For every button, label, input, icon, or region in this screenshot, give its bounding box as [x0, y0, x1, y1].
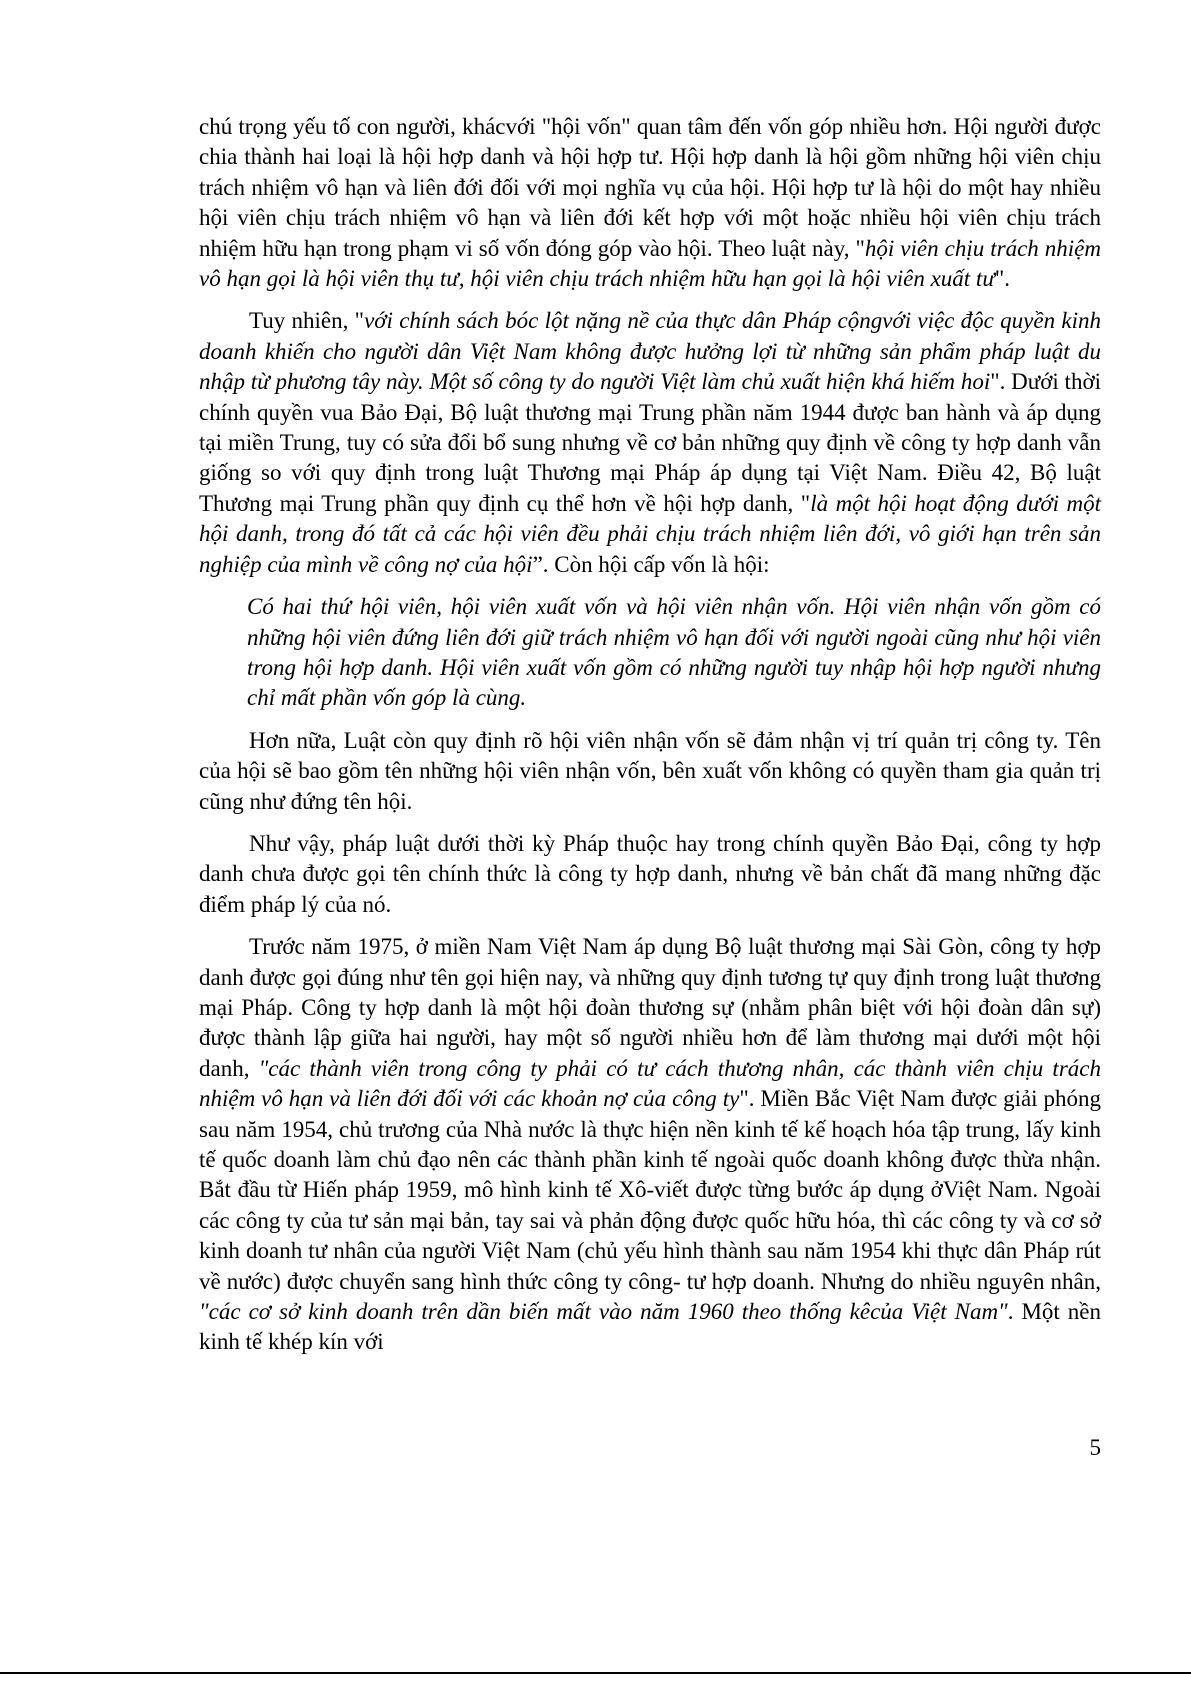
paragraph-4: Như vậy, pháp luật dưới thời kỳ Pháp thuộc hay trong chính quyền Bảo Đại, công ty hợp danh chưa được gọi tên chính thức là công ty hợp danh, nhưng về bản chất đã mang những đặc điểm pháp lý của nó.	[199, 830, 1101, 917]
paragraph-3: Hơn nữa, Luật còn quy định rõ hội viên nhận vốn sẽ đảm nhận vị trí quản trị công ty. Tên của hội sẽ bao gồm tên những hội viên nhận vốn, bên xuất vốn không có quyền tham gia quản trị cũng như đứng tên hội.	[199, 727, 1101, 814]
body-text	[199, 112, 1101, 1370]
block-quote: Có hai thứ hội viên, hội viên xuất vốn và hội viên nhận vốn. Hội viên nhận vốn gồm có những hội viên đứng liên đới giữ trách nhiệm vô hạn đối với người ngoài cũng như hội viên trong hội hợp danh. Hội viên xuất vốn gồm có những người tuy nhập hội hợp người nhưng chỉ mất phần vốn góp là cùng.	[247, 594, 1101, 711]
paragraph-5: Trước năm 1975, ở miền Nam Việt Nam áp dụng Bộ luật thương mại Sài Gòn, công ty hợp danh được gọi đúng như tên gọi hiện nay, và những quy định tương tự quy định trong luật thương mại Pháp. Công ty hợp danh là một hội đoàn thương sự (nhằm phân biệt với hội đoàn dân sự) được thành lập giữa hai người, hay một số người nhiều hơn để làm thương mại dưới một hội danh, "các thành viên trong công ty phải có tư cách thương nhân, các thành viên chịu trách nhiệm vô hạn và liên đới đối với các khoản nợ của công ty". Miền Bắc Việt Nam được giải phóng sau năm 1954, chủ trương của Nhà nước là thực hiện nền kinh tế kế hoạch hóa tập trung, lấy kinh tế quốc doanh làm chủ đạo nên các thành phần kinh tế ngoài quốc doanh không được thừa nhận. Bắt đầu từ Hiến pháp 1959, mô hình kinh tế Xô-viết được từng bước áp dụng ởViệt Nam. Ngoài các công ty của tư sản mại bản, tay sai và phản động được quốc hữu hóa, thì các công ty và cơ sở kinh doanh tư nhân của người Việt Nam (chủ yếu hình thành sau năm 1954 khi thực dân Pháp rút về nước) được chuyển sang hình thức công ty công- tư hợp doanh. Nhưng do nhiều nguyên nhân, "các cơ sở kinh doanh trên dần biến mất vào năm 1960 theo thống kêcủa Việt Nam". Một nền kinh tế khép kín với	[199, 934, 1101, 1355]
paragraph-1: chú trọng yếu tố con người, khácvới "hội vốn" quan tâm đến vốn góp nhiều hơn. Hội người được chia thành hai loại là hội hợp danh và hội hợp tư. Hội hợp danh là hội gồm những hội viên chịu trách nhiệm vô hạn và liên đới đối với mọi nghĩa vụ của hội. Hội hợp tư là hội do một hay nhiều hội viên chịu trách nhiệm vô hạn và liên đới kết hợp với một hoặc nhiều hội viên chịu trách nhiệm hữu hạn trong phạm vi số vốn đóng góp vào hội. Theo luật này, "hội viên chịu trách nhiệm vô hạn gọi là hội viên thụ tư, hội viên chịu trách nhiệm hữu hạn gọi là hội viên xuất tư".	[199, 114, 1101, 292]
footer-rule	[0, 1672, 1191, 1674]
page-number: 5	[1089, 1435, 1101, 1460]
paragraph-2: Tuy nhiên, "với chính sách bóc lột nặng nề của thực dân Pháp cộngvới việc độc quyền kinh doanh khiến cho người dân Việt Nam không được hưởng lợi từ những sản phẩm pháp luật du nhập từ phương tây này. Một số công ty do người Việt làm chủ xuất hiện khá hiếm hoi". Dưới thời chính quyền vua Bảo Đại, Bộ luật thương mại Trung phần năm 1944 được ban hành và áp dụng tại miền Trung, tuy có sửa đổi bổ sung nhưng về cơ bản những quy định về công ty hợp danh vẫn giống so với quy định trong luật Thương mại Pháp áp dụng tại Việt Nam. Điều 42, Bộ luật Thương mại Trung phần quy định cụ thể hơn về hội hợp danh, "là một hội hoạt động dưới một hội danh, trong đó tất cả các hội viên đều phải chịu trách nhiệm liên đới, vô giới hạn trên sản nghiệp của mình về công nợ của hội”. Còn hội cấp vốn là hội:	[199, 308, 1101, 577]
